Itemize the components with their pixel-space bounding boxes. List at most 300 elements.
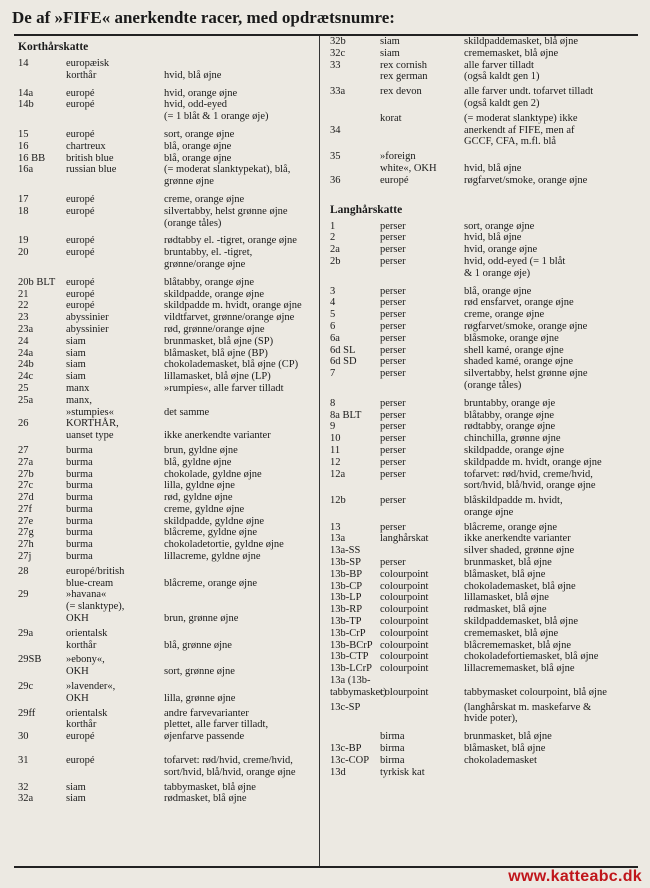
breed-number: 11 bbox=[330, 444, 341, 456]
breed-description: alle farver tilladt (også kaldt gen 1) bbox=[464, 59, 540, 83]
table-row bbox=[330, 675, 640, 699]
table-row bbox=[330, 743, 640, 755]
breed-description: blåcreme, orange øjne bbox=[164, 577, 257, 589]
table-row bbox=[18, 300, 316, 312]
breed-number: 13a-SS bbox=[330, 545, 361, 557]
breed-description: lillamasket, blå øjne (LP) bbox=[164, 371, 271, 383]
breed-name: perser bbox=[380, 521, 406, 533]
breed-description: blåtabby, orange øjne bbox=[164, 276, 254, 288]
breed-number: 7 bbox=[330, 368, 336, 380]
breed-description: øjenfarve passende bbox=[164, 731, 245, 743]
breed-description: chokoladefortiemasket, blå øjne bbox=[464, 651, 599, 663]
table-row bbox=[330, 663, 640, 675]
breed-number: 9 bbox=[330, 421, 336, 433]
table-row bbox=[18, 235, 316, 247]
breed-number: 26 bbox=[18, 418, 29, 430]
breed-description: røgfarvet/smoke, orange øjne bbox=[464, 320, 588, 332]
breed-number: 28 bbox=[18, 565, 29, 577]
breed-number: 23 bbox=[18, 312, 29, 324]
breed-number: 25a bbox=[18, 394, 34, 406]
breed-name: siam bbox=[380, 36, 400, 47]
breed-number: 24a bbox=[18, 347, 34, 359]
breed-name: orientalsk korthår bbox=[66, 707, 108, 731]
breed-number: 31 bbox=[18, 755, 29, 767]
breed-description: blåskildpadde m. hvidt, orange øjne bbox=[464, 495, 563, 518]
breed-list-korthaar bbox=[18, 58, 316, 805]
breed-name bbox=[380, 702, 464, 726]
breed-description: rødmasket, blå øjne bbox=[164, 793, 247, 805]
table-row bbox=[18, 654, 316, 678]
breed-description: creme, orange øjne bbox=[164, 193, 245, 205]
breed-description bbox=[464, 767, 640, 779]
breed-description: blå, orange øjne bbox=[464, 285, 532, 297]
table-row bbox=[18, 793, 316, 805]
table-row bbox=[18, 527, 316, 539]
breed-number: 14 bbox=[18, 58, 29, 69]
column-divider bbox=[319, 36, 320, 866]
breed-description: blåmasket, blå øjne (BP) bbox=[164, 347, 268, 359]
breed-name: colourpoint bbox=[380, 686, 429, 698]
breed-description: silvertabby, helst grønne øjne (orange tåles) bbox=[164, 205, 288, 229]
breed-name: burma bbox=[66, 480, 93, 492]
breed-name: birma bbox=[380, 731, 405, 743]
table-row bbox=[330, 297, 640, 309]
breed-name: russian blue bbox=[66, 164, 117, 176]
table-row bbox=[330, 86, 640, 110]
breed-description: lilla, gyldne øjne bbox=[164, 480, 235, 492]
breed-description: rødmasket, blå øjne bbox=[464, 604, 547, 616]
breed-name: burma bbox=[66, 539, 93, 551]
table-row bbox=[330, 533, 640, 545]
breed-description: bruntabby, orange øje bbox=[464, 397, 556, 409]
breed-description: skildpaddemasket, blå øjne bbox=[464, 616, 579, 628]
breed-name: »havana« (= slanktype), OKH bbox=[66, 589, 125, 625]
breed-description: sort, orange øjne bbox=[164, 128, 235, 140]
breed-description: rødtabby, orange øjne bbox=[464, 421, 556, 433]
breed-description: rød, gyldne øjne bbox=[164, 492, 233, 504]
breed-number: 24c bbox=[18, 371, 34, 383]
breed-number: 13d bbox=[330, 766, 346, 778]
table-row bbox=[18, 539, 316, 551]
table-row bbox=[18, 731, 316, 743]
breed-name: rex cornish rex german bbox=[380, 59, 428, 83]
table-row bbox=[18, 681, 316, 705]
breed-number: 12b bbox=[330, 495, 346, 507]
breed-number: 16a bbox=[18, 164, 34, 176]
breed-description: brun, gyldne øjne bbox=[164, 444, 238, 456]
breed-number: 16 bbox=[18, 140, 29, 152]
breed-description: shell kamé, orange øjne bbox=[464, 344, 564, 356]
breed-name: siam bbox=[66, 793, 86, 805]
breed-description: skildpaddemasket, blå øjne bbox=[464, 36, 579, 47]
breed-name: colourpoint bbox=[380, 663, 429, 675]
breed-name: perser bbox=[380, 255, 406, 267]
table-row bbox=[330, 60, 640, 84]
breed-number: 13 bbox=[330, 521, 341, 533]
breed-name: perser bbox=[380, 320, 406, 332]
breed-name: europé bbox=[66, 731, 95, 743]
table-row bbox=[330, 767, 640, 779]
breed-name: colourpoint bbox=[380, 568, 429, 580]
breed-name: burma bbox=[66, 444, 93, 456]
breed-description: andre farvevarianter plettet, alle farver tilladt, bbox=[164, 707, 269, 731]
breed-number: 15 bbox=[18, 128, 29, 140]
breed-description: rød, grønne/orange øjne bbox=[164, 323, 265, 335]
breed-name: perser bbox=[380, 332, 406, 344]
breed-name: colourpoint bbox=[380, 604, 429, 616]
breed-number: 36 bbox=[330, 174, 341, 186]
table-row bbox=[18, 782, 316, 794]
breed-description: blåcrememasket, blå øjne bbox=[464, 639, 571, 651]
breed-number: 14b bbox=[18, 99, 34, 111]
breed-number: 27d bbox=[18, 492, 34, 504]
table-row bbox=[18, 628, 316, 652]
breed-number: 5 bbox=[330, 309, 336, 321]
table-row bbox=[18, 324, 316, 336]
breed-number: 24b bbox=[18, 359, 34, 371]
breed-number bbox=[330, 731, 380, 743]
breed-description: hvid, blå øjne bbox=[464, 232, 522, 244]
breed-description: crememasket, blå øjne bbox=[464, 47, 559, 59]
breed-description: brunmasket, blå øjne bbox=[464, 731, 552, 743]
breed-number: 27a bbox=[18, 456, 34, 468]
breed-name: perser bbox=[380, 344, 406, 356]
breed-description: chokolademasket, blå øjne (CP) bbox=[164, 359, 299, 371]
breed-description: det samme bbox=[164, 406, 210, 418]
table-row bbox=[330, 545, 640, 557]
breed-name: burma bbox=[66, 515, 93, 527]
breed-name: rex devon bbox=[380, 86, 422, 98]
breed-name: perser bbox=[380, 409, 406, 421]
table-row bbox=[330, 522, 640, 534]
breed-name: colourpoint bbox=[380, 580, 429, 592]
table-row bbox=[18, 206, 316, 230]
table-row bbox=[18, 445, 316, 457]
breed-number: 27g bbox=[18, 527, 34, 539]
breed-name: siam bbox=[66, 371, 86, 383]
breed-name: perser bbox=[380, 356, 406, 368]
table-row bbox=[330, 445, 640, 457]
table-row bbox=[330, 755, 640, 767]
breed-name: europæisk korthår bbox=[66, 58, 110, 81]
table-row bbox=[330, 581, 640, 593]
breed-number: 13b-LP bbox=[330, 592, 362, 604]
breed-name: birma bbox=[380, 754, 405, 766]
breed-description: hvid, orange øjne bbox=[464, 244, 538, 256]
breed-number: 29SB bbox=[18, 654, 42, 666]
breed-name: europé bbox=[66, 288, 95, 300]
breed-name: perser bbox=[380, 220, 406, 232]
breed-description: silvertabby, helst grønne øjne (orange tåles) bbox=[464, 368, 588, 391]
breed-description: sort, orange øjne bbox=[464, 220, 535, 232]
breed-name: europé bbox=[380, 174, 409, 186]
section-title-korthaar: Korthårskatte bbox=[18, 41, 89, 53]
breed-name: europé bbox=[66, 205, 95, 217]
breed-description: »rumpies«, alle farver tilladt bbox=[164, 382, 284, 394]
table-row bbox=[330, 286, 640, 298]
breed-name: colourpoint bbox=[380, 639, 429, 651]
breed-name: manx bbox=[66, 382, 90, 394]
breed-name: siam bbox=[66, 347, 86, 359]
breed-list-korthaar-continued bbox=[330, 36, 640, 187]
breed-description: skildpadde m. hvidt, orange øjne bbox=[164, 300, 302, 312]
table-row bbox=[18, 336, 316, 348]
breed-description: røgfarvet/smoke, orange øjne bbox=[464, 174, 588, 186]
left-column bbox=[18, 36, 316, 805]
breed-number: 21 bbox=[18, 288, 29, 300]
breed-name: burma bbox=[66, 492, 93, 504]
breed-description: chokoladetortie, gyldne øjne bbox=[164, 539, 284, 551]
breed-name: birma bbox=[380, 743, 405, 755]
breed-number: 32a bbox=[18, 793, 34, 805]
breed-number: 2b bbox=[330, 255, 341, 267]
right-column bbox=[330, 36, 640, 778]
breed-number: 27e bbox=[18, 515, 34, 527]
breed-description: creme, orange øjne bbox=[464, 309, 545, 321]
breed-name: perser bbox=[380, 285, 406, 297]
breed-name: »foreign white«, OKH bbox=[380, 151, 437, 174]
breed-number: 13b-CP bbox=[330, 580, 363, 592]
breed-name: siam bbox=[66, 359, 86, 371]
breed-name: perser bbox=[380, 421, 406, 433]
breed-name: burma bbox=[66, 527, 93, 539]
breed-name: chartreux bbox=[66, 140, 106, 152]
breed-number: 20b BLT bbox=[18, 276, 56, 288]
breed-number: 16 BB bbox=[18, 152, 46, 164]
table-row bbox=[330, 333, 640, 345]
table-row bbox=[330, 616, 640, 628]
breed-description: chokolademasket, blå øjne bbox=[464, 580, 576, 592]
breed-description: anerkendt af FIFE, men af GCCF, CFA, m.fl. blå bbox=[464, 124, 575, 148]
breed-name: colourpoint bbox=[380, 616, 429, 628]
breed-number: 32c bbox=[330, 47, 346, 59]
breed-name: british blue bbox=[66, 152, 114, 164]
breed-description: blåcreme, orange øjne bbox=[464, 521, 557, 533]
table-row bbox=[330, 433, 640, 445]
breed-number: 1 bbox=[330, 220, 336, 232]
breed-number: 32 bbox=[18, 781, 29, 793]
breed-description: creme, gyldne øjne bbox=[164, 503, 245, 515]
breed-description: lillacreme, gyldne øjne bbox=[164, 551, 261, 563]
table-row bbox=[18, 88, 316, 100]
table-row bbox=[18, 395, 316, 419]
breed-name: abyssinier bbox=[66, 323, 109, 335]
table-row bbox=[330, 640, 640, 652]
breed-description: hvid, orange øjne bbox=[164, 87, 238, 99]
breed-name: europé bbox=[66, 276, 95, 288]
breed-name: perser bbox=[380, 297, 406, 309]
breed-description: bruntabby, el. -tigret, grønne/orange øjne bbox=[164, 247, 253, 270]
table-row bbox=[18, 129, 316, 141]
breed-number: 6 bbox=[330, 320, 336, 332]
table-row bbox=[330, 421, 640, 433]
breed-number: 32b bbox=[330, 36, 346, 47]
breed-description: hvid, odd-eyed (= 1 blåt & 1 orange øje) bbox=[464, 255, 566, 279]
breed-description: rødtabby el. -tigret, orange øjne bbox=[164, 235, 297, 247]
breed-description: brunmasket, blå øjne (SP) bbox=[164, 335, 274, 347]
breed-number: 8 bbox=[330, 397, 336, 409]
table-row bbox=[330, 113, 640, 125]
breed-description: blå, gyldne øjne bbox=[164, 456, 232, 468]
breed-description: ikke anerkendte varianter bbox=[164, 430, 271, 442]
breed-name: perser bbox=[380, 557, 406, 569]
table-row bbox=[18, 194, 316, 206]
breed-name: europé bbox=[66, 99, 95, 111]
breed-number: 13b-CTP bbox=[330, 651, 369, 663]
breed-name: europé bbox=[66, 235, 95, 247]
breed-number: 13c-SP bbox=[330, 701, 361, 713]
breed-description: crememasket, blå øjne bbox=[464, 627, 559, 639]
breed-name: europé bbox=[66, 755, 95, 767]
table-row bbox=[330, 398, 640, 410]
breed-name: siam bbox=[66, 781, 86, 793]
table-row bbox=[330, 557, 640, 569]
table-row bbox=[18, 504, 316, 516]
breed-description: skildpadde m. hvidt, orange øjne bbox=[464, 456, 602, 468]
breed-number: 13b-BP bbox=[330, 568, 363, 580]
breed-name: siam bbox=[66, 335, 86, 347]
breed-number: 2 bbox=[330, 232, 336, 244]
table-row bbox=[18, 383, 316, 395]
site-watermark[interactable]: www.katteabc.dk bbox=[508, 868, 642, 885]
breed-description: chinchilla, grønne øjne bbox=[464, 433, 561, 445]
breed-description: vildtfarvet, grønne/orange øjne bbox=[164, 312, 295, 324]
breed-description: blåtabby, orange øjne bbox=[464, 409, 554, 421]
breed-number: 18 bbox=[18, 205, 29, 217]
breed-number: 27b bbox=[18, 468, 34, 480]
table-row bbox=[330, 731, 640, 743]
table-row bbox=[18, 247, 316, 271]
breed-description: tofarvet: rød/hvid, creme/hvid, sort/hvid, blå/hvid, orange øjne bbox=[464, 468, 596, 492]
table-row bbox=[330, 495, 640, 519]
breed-description: lillacrememasket, blå øjne bbox=[464, 663, 575, 675]
table-row bbox=[330, 36, 640, 48]
breed-name: perser bbox=[380, 495, 406, 507]
breed-description: lilla, grønne øjne bbox=[164, 692, 236, 704]
breed-name bbox=[380, 125, 464, 149]
section-title-langhaar: Langhårskatte bbox=[330, 203, 403, 216]
breed-description: brun, grønne øjne bbox=[164, 613, 239, 625]
breed-name: perser bbox=[380, 244, 406, 256]
breed-name: colourpoint bbox=[380, 592, 429, 604]
table-row bbox=[330, 321, 640, 333]
breed-description: blåsmoke, orange øjne bbox=[464, 332, 559, 344]
breed-name: perser bbox=[380, 397, 406, 409]
breed-number: 13c-COP bbox=[330, 754, 370, 766]
breed-number: 10 bbox=[330, 433, 341, 445]
breed-name: perser bbox=[380, 456, 406, 468]
breed-description: sort, grønne øjne bbox=[164, 666, 235, 678]
breed-number: 13a (13b- tabbymasket) bbox=[330, 675, 387, 698]
breed-name: europé bbox=[66, 87, 95, 99]
breed-name: perser bbox=[380, 309, 406, 321]
breed-name: manx, »stumpies« bbox=[66, 394, 114, 418]
breed-description: (langhårskat m. maskefarve & hvide poter), bbox=[464, 701, 592, 725]
breed-name bbox=[380, 545, 464, 557]
breed-number: 20 bbox=[18, 247, 29, 259]
table-row bbox=[18, 153, 316, 165]
breed-name: burma bbox=[66, 456, 93, 468]
breed-description: silver shaded, grønne øjne bbox=[464, 545, 575, 557]
breed-description: blåmasket, blå øjne bbox=[464, 568, 546, 580]
breed-description: shaded kamé, orange øjne bbox=[464, 356, 574, 368]
table-row bbox=[330, 175, 640, 187]
table-row bbox=[330, 221, 640, 233]
breed-number: 29a bbox=[18, 627, 34, 639]
table-row bbox=[330, 345, 640, 357]
table-row bbox=[330, 151, 640, 175]
breed-name: KORTHÅR, uanset type bbox=[66, 418, 119, 442]
breed-description: tabbymasket, blå øjne bbox=[164, 781, 256, 793]
breed-description: (= moderat slanktypekat), blå, grønne øjne bbox=[164, 164, 291, 188]
breed-description: blå, orange øjne bbox=[164, 152, 232, 164]
breed-number: 13b-SP bbox=[330, 557, 361, 569]
breed-number: 13b-LCrP bbox=[330, 663, 372, 675]
breed-number: 19 bbox=[18, 235, 29, 247]
table-row bbox=[330, 232, 640, 244]
table-row bbox=[330, 457, 640, 469]
breed-name: europé bbox=[66, 193, 95, 205]
table-row bbox=[18, 516, 316, 528]
breed-description: tabbymasket colourpoint, blå øjne bbox=[464, 686, 607, 698]
breed-number: 6a bbox=[330, 332, 340, 344]
table-row bbox=[18, 277, 316, 289]
breed-name: perser bbox=[380, 368, 406, 380]
breed-name: perser bbox=[380, 232, 406, 244]
breed-number bbox=[330, 113, 380, 125]
table-row bbox=[18, 551, 316, 563]
breed-number: 13b-BCrP bbox=[330, 639, 373, 651]
breed-number: 4 bbox=[330, 297, 336, 309]
breed-number: 29 bbox=[18, 589, 29, 601]
table-row bbox=[330, 48, 640, 60]
breed-name: burma bbox=[66, 551, 93, 563]
table-row bbox=[330, 244, 640, 256]
table-row bbox=[18, 359, 316, 371]
table-row bbox=[330, 604, 640, 616]
breed-list-langhaar bbox=[330, 221, 640, 779]
breed-name: abyssinier bbox=[66, 312, 109, 324]
table-row bbox=[18, 492, 316, 504]
table-row bbox=[18, 480, 316, 492]
breed-number: 34 bbox=[330, 124, 341, 136]
table-row bbox=[330, 125, 640, 149]
breed-number: 29c bbox=[18, 681, 34, 693]
breed-description: tofarvet: rød/hvid, creme/hvid, sort/hvid, blå/hvid, orange øjne bbox=[164, 755, 296, 778]
breed-description: blåcreme, gyldne øjne bbox=[164, 527, 258, 539]
table-row bbox=[330, 309, 640, 321]
table-row bbox=[18, 589, 316, 624]
table-row bbox=[330, 368, 640, 392]
breed-number: 27h bbox=[18, 539, 34, 551]
breed-number: 23a bbox=[18, 323, 34, 335]
breed-name: langhårskat bbox=[380, 533, 429, 545]
table-row bbox=[330, 569, 640, 581]
breed-number: 33 bbox=[330, 59, 341, 71]
breed-name: perser bbox=[380, 444, 406, 456]
breed-number: 17 bbox=[18, 193, 29, 205]
breed-description: skildpadde, gyldne øjne bbox=[164, 515, 265, 527]
breed-number: 13b-CrP bbox=[330, 627, 366, 639]
breed-description: blå, grønne øjne bbox=[164, 639, 232, 651]
table-row bbox=[330, 702, 640, 726]
table-row bbox=[18, 566, 316, 590]
breed-number: 8a BLT bbox=[330, 409, 362, 421]
breed-description: chokolademasket bbox=[464, 754, 537, 766]
table-row bbox=[18, 469, 316, 481]
table-row bbox=[18, 371, 316, 383]
breed-name: tyrkisk kat bbox=[380, 766, 425, 778]
